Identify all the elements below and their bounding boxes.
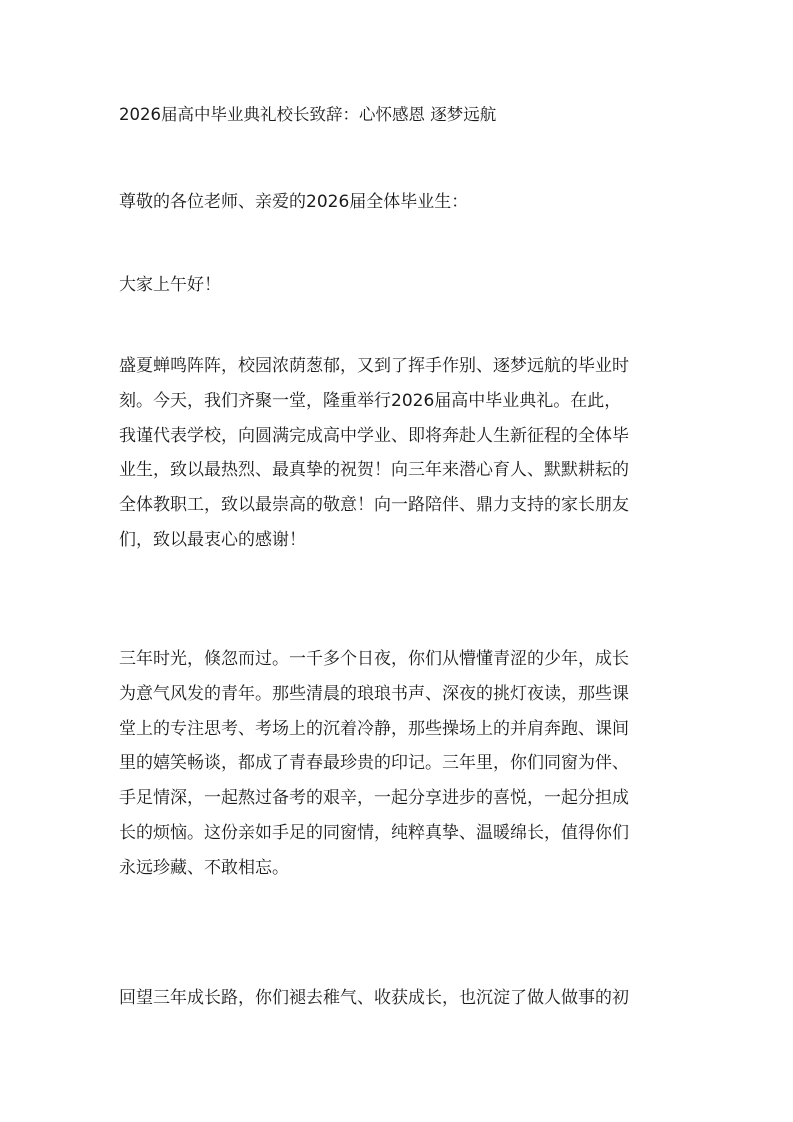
paragraph-line: 全体教职工，致以最崇高的敬意！向一路陪伴、鼎力支持的家长朋友 [119, 495, 629, 516]
paragraph-line: 业生，致以最热烈、最真挚的祝贺！向三年来潜心育人、默默耕耘的 [119, 460, 629, 481]
greeting: 大家上午好！ [119, 275, 221, 295]
salutation: 尊敬的各位老师、亲爱的2026届全体毕业生： [119, 192, 469, 212]
paragraph-line: 刻。今天，我们齐聚一堂，隆重举行2026届高中毕业典礼。在此， [119, 390, 622, 411]
speech-title: 2026届高中毕业典礼校长致辞：心怀感恩 逐梦远航 [119, 105, 497, 124]
paragraph-line: 长的烦恼。这份亲如手足的同窗情，纯粹真挚、温暖绵长，值得你们 [119, 822, 629, 843]
paragraph-line: 回望三年成长路，你们褪去稚气、收获成长，也沉淀了做人做事的初 [119, 988, 629, 1008]
paragraph-line: 们，致以最衷心的感谢！ [119, 529, 306, 550]
paragraph-line: 为意气风发的青年。那些清晨的琅琅书声、深夜的挑灯夜读，那些课 [119, 683, 629, 704]
paragraph-line: 三年时光，倏忽而过。一千多个日夜，你们从懵懂青涩的少年，成长 [119, 649, 629, 669]
paragraph-line: 永远珍藏、不敢相忘。 [119, 857, 289, 878]
paragraph-line: 堂上的专注思考、考场上的沉着冷静，那些操场上的并肩奔跑、课间 [119, 718, 629, 739]
paragraph-line: 手足情深，一起熬过备考的艰辛，一起分享进步的喜悦，一起分担成 [119, 788, 629, 809]
paragraph-line: 里的嬉笑畅谈，都成了青春最珍贵的印记。三年里，你们同窗为伴、 [119, 753, 629, 774]
paragraph-1 [119, 349, 679, 558]
paragraph-line: 我谨代表学校，向圆满完成高中学业、即将奔赴人生新征程的全体毕 [119, 425, 629, 446]
paragraph-3 [119, 981, 679, 1016]
paragraph-2 [119, 642, 679, 886]
paragraph-line: 盛夏蝉鸣阵阵，校园浓荫葱郁，又到了挥手作别、逐梦远航的毕业时 [119, 356, 629, 376]
